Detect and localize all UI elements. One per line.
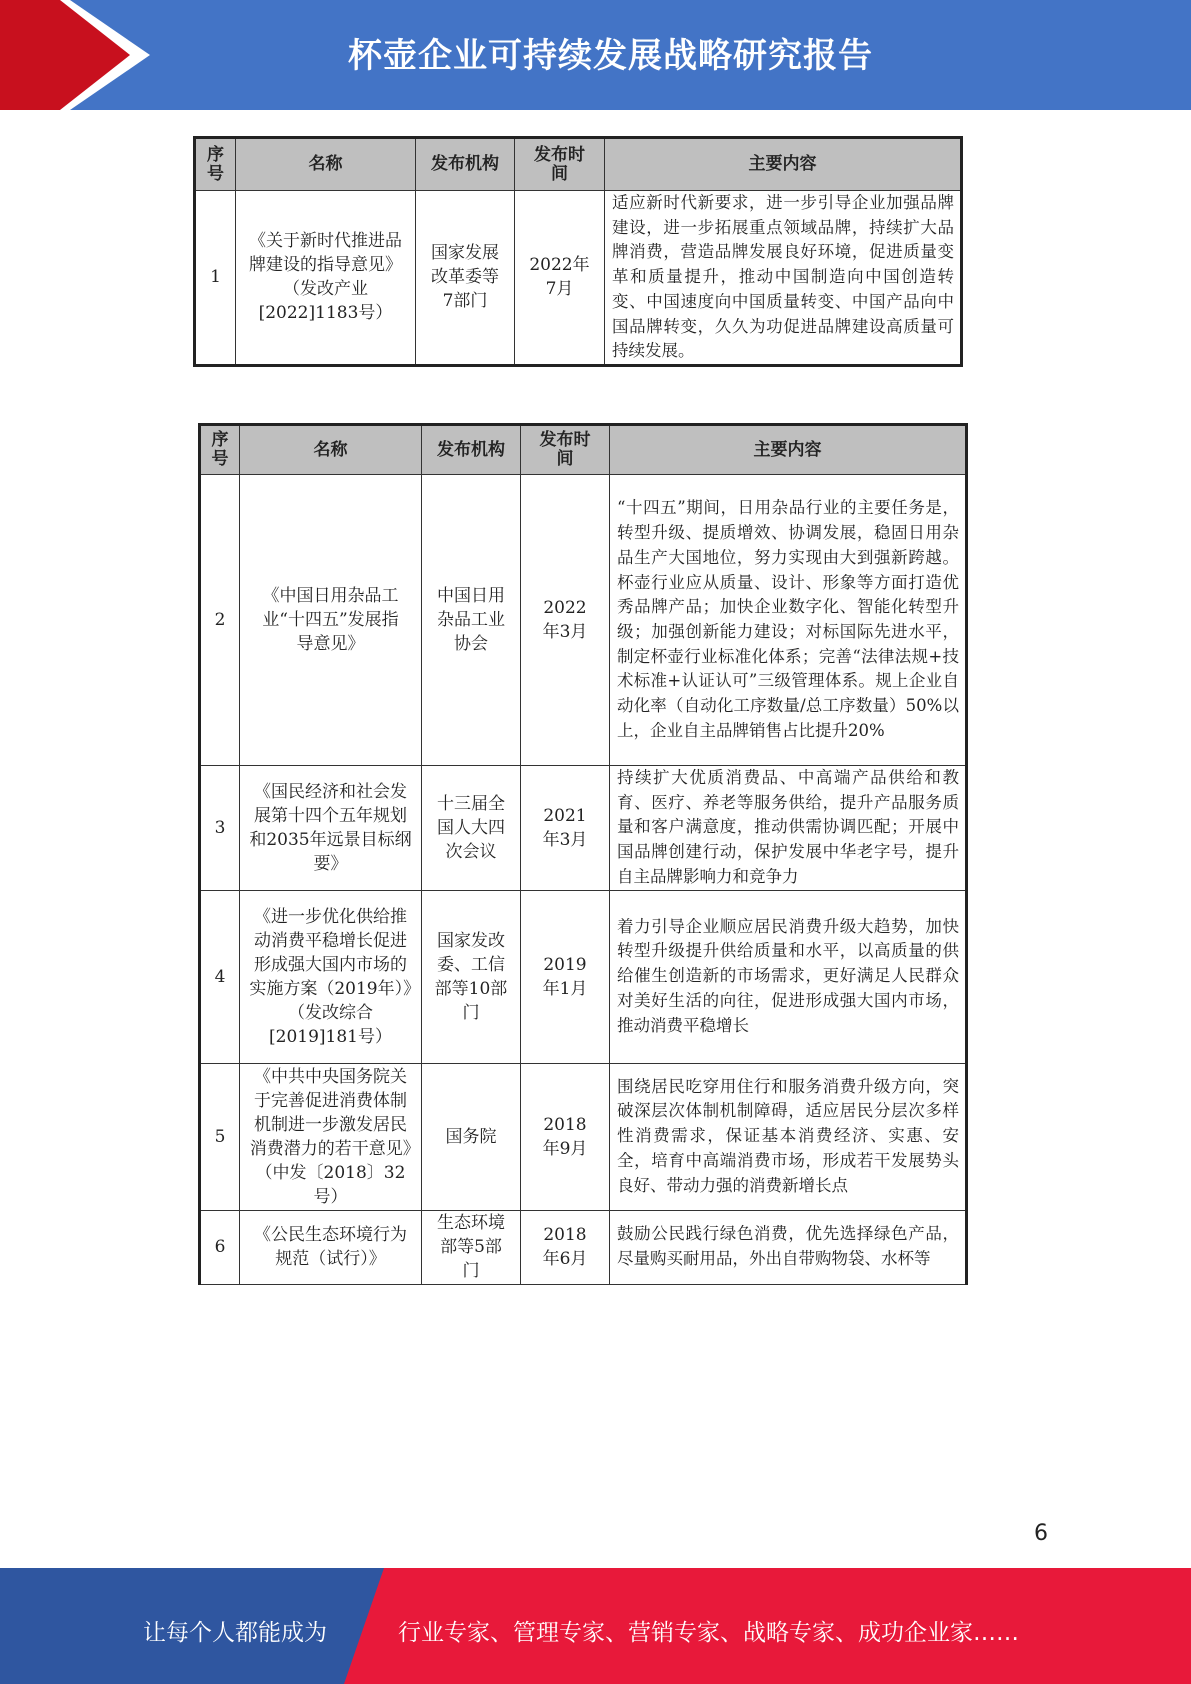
row-name: 《中国日用杂品工业“十四五”发展指导意见》 — [240, 475, 422, 766]
report-title: 杯壶企业可持续发展战略研究报告 — [348, 36, 873, 76]
row-name: 《公民生态环境行为规范（试行）》 — [240, 1210, 422, 1284]
column-header-name: 名称 — [236, 138, 416, 191]
table-row — [200, 890, 967, 1063]
row-date: 2018年6月 — [521, 1210, 610, 1284]
row-name: 《进一步优化供给推动消费平稳增长促进形成强大国内市场的实施方案（2019年）》（发改综合[2019]181号） — [240, 890, 422, 1063]
table-row — [200, 1210, 967, 1284]
table-row — [200, 475, 967, 766]
row-content: 围绕居民吃穿用住行和服务消费升级方向，突破深层次体制机制障碍，适应居民分层次多样性消费需求，保证基本消费经济、实惠、安全，培育中高端消费市场，形成若干发展势头良好、带动力强的消费新增长点 — [610, 1063, 967, 1210]
column-header-seq: 序号 — [195, 138, 236, 191]
page-number: 6 — [1034, 1521, 1048, 1546]
row-org: 生态环境部等5部门 — [422, 1210, 521, 1284]
column-header-seq: 序号 — [200, 425, 240, 475]
header-banner — [0, 0, 1191, 110]
row-org: 中国日用杂品工业协会 — [422, 475, 521, 766]
row-date: 2019年1月 — [521, 890, 610, 1063]
row-date: 2021年3月 — [521, 766, 610, 891]
row-date: 2018年9月 — [521, 1063, 610, 1210]
table-row — [200, 766, 967, 891]
row-seq: 3 — [200, 766, 240, 891]
row-content: “十四五”期间，日用杂品行业的主要任务是，转型升级、提质增效、协调发展，稳固日用杂品生产大国地位，努力实现由大到强新跨越。杯壶行业应从质量、设计、形象等方面打造优秀品牌产品；加快企业数字化、智能化转型升级；加强创新能力建设；对标国际先进水平，制定杯壶行业标准化体系；完善“法律法规+技术标准+认证认可”三级管理体系。规上企业自动化率（自动化工序数量/总工序数量）50%以上，企业自主品牌销售占比提升20% — [610, 475, 967, 766]
policy-table-2 — [198, 423, 968, 1285]
row-org: 国家发展改革委等7部门 — [416, 191, 515, 366]
column-header-content: 主要内容 — [605, 138, 962, 191]
column-header-content: 主要内容 — [610, 425, 967, 475]
column-header-org: 发布机构 — [422, 425, 521, 475]
row-org: 国务院 — [422, 1063, 521, 1210]
row-name: 《关于新时代推进品牌建设的指导意见》（发改产业[2022]1183号） — [236, 191, 416, 366]
column-header-date: 发布时间 — [515, 138, 605, 191]
row-name: 《国民经济和社会发展第十四个五年规划和2035年远景目标纲要》 — [240, 766, 422, 891]
table-header-row — [195, 138, 962, 191]
footer-banner — [0, 1568, 1191, 1684]
column-header-org: 发布机构 — [416, 138, 515, 191]
row-seq: 1 — [195, 191, 236, 366]
row-content: 适应新时代新要求，进一步引导企业加强品牌建设，进一步拓展重点领域品牌，持续扩大品牌消费，营造品牌发展良好环境，促进质量变革和质量提升，推动中国制造向中国创造转变、中国速度向中国质量转变、中国产品向中国品牌转变，久久为功促进品牌建设高质量可持续发展。 — [605, 191, 962, 366]
row-seq: 4 — [200, 890, 240, 1063]
row-name: 《中共中央国务院关于完善促进消费体制机制进一步激发居民消费潜力的若干意见》（中发〔2018〕32号） — [240, 1063, 422, 1210]
column-header-date: 发布时间 — [521, 425, 610, 475]
row-seq: 5 — [200, 1063, 240, 1210]
table-row — [195, 191, 962, 366]
row-date: 2022年7月 — [515, 191, 605, 366]
column-header-name: 名称 — [240, 425, 422, 475]
table-row — [200, 1063, 967, 1210]
footer-slogan-right: 行业专家、管理专家、营销专家、战略专家、成功企业家…… — [398, 1620, 1019, 1646]
footer-slogan-left: 让每个人都能成为 — [143, 1620, 327, 1646]
row-content: 持续扩大优质消费品、中高端产品供给和教育、医疗、养老等服务供给，提升产品服务质量和客户满意度，推动供需协调匹配；开展中国品牌创建行动，保护发展中华老字号，提升自主品牌影响力和竞争力 — [610, 766, 967, 891]
row-org: 国家发改委、工信部等10部门 — [422, 890, 521, 1063]
row-seq: 2 — [200, 475, 240, 766]
row-date: 2022年3月 — [521, 475, 610, 766]
row-content: 着力引导企业顺应居民消费升级大趋势，加快转型升级提升供给质量和水平，以高质量的供给催生创造新的市场需求，更好满足人民群众对美好生活的向往，促进形成强大国内市场，推动消费平稳增长 — [610, 890, 967, 1063]
row-content: 鼓励公民践行绿色消费，优先选择绿色产品，尽量购买耐用品，外出自带购物袋、水杯等 — [610, 1210, 967, 1284]
policy-table-1 — [193, 136, 963, 367]
row-seq: 6 — [200, 1210, 240, 1284]
table-header-row — [200, 425, 967, 475]
row-org: 十三届全国人大四次会议 — [422, 766, 521, 891]
